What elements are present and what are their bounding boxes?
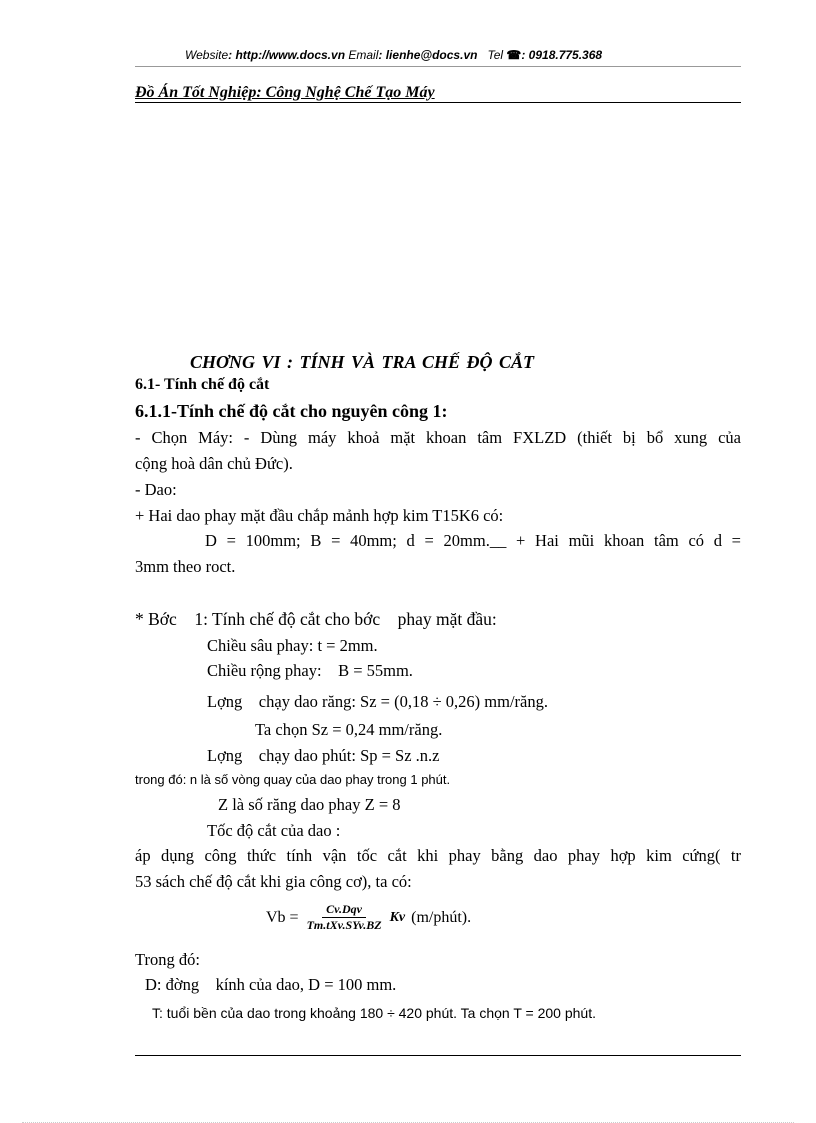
paragraph-line: T: tuổi bền của dao trong khoảng 180 ÷ 420 phút. Ta chọn T = 200 phút. bbox=[152, 1005, 596, 1021]
paragraph-line: Chiều rộng phay: B = 55mm. bbox=[207, 661, 413, 680]
paragraph-line: D = 100mm; B = 40mm; d = 20mm.__ + Hai mũi khoan tâm có d = bbox=[205, 531, 741, 550]
paragraph-line: Z là số răng dao phay Z = 8 bbox=[218, 795, 401, 814]
email-label: Email bbox=[348, 48, 379, 62]
paragraph-line: + Hai dao phay mặt đầu chắp mảnh hợp kim T15K6 có: bbox=[135, 506, 504, 525]
paragraph-line: cộng hoà dân chủ Đức). bbox=[135, 454, 293, 473]
paragraph-line: trong đó: n là số vòng quay của dao phay trong 1 phút. bbox=[135, 772, 451, 787]
paragraph-line: - Chọn Máy: - Dùng máy khoả mặt khoan tâm FXLZD (thiết bị bổ xung của bbox=[135, 428, 741, 447]
paragraph-line: Chiều sâu phay: t = 2mm. bbox=[207, 636, 378, 655]
phone-icon: ☎ bbox=[506, 48, 522, 62]
formula-unit: (m/phút). bbox=[411, 908, 472, 926]
document-title-text: Đồ Án Tốt Nghiệp: Công Nghệ Chế Tạo Máy bbox=[135, 84, 435, 101]
section-heading: 6.1- Tính chế độ cắt bbox=[135, 376, 270, 393]
tel-label: Tel bbox=[487, 48, 504, 62]
footer-rule bbox=[135, 1055, 741, 1056]
document-title bbox=[135, 84, 741, 103]
paragraph-line: Lợng chạy dao răng: Sz = (0,18 ÷ 0,26) mm/răng. bbox=[207, 692, 548, 711]
paragraph-line: Tốc độ cắt của dao : bbox=[207, 821, 341, 840]
paragraph-line: áp dụng công thức tính vận tốc cắt khi phay bằng dao phay hợp kim cứng( tr bbox=[135, 846, 741, 865]
formula-numerator: Cv.Dqv bbox=[322, 902, 366, 918]
tel-number: : 0918.775.368 bbox=[521, 48, 603, 62]
paragraph-line: D: đờng kính của dao, D = 100 mm. bbox=[145, 975, 397, 994]
formula-fraction bbox=[303, 902, 386, 933]
paragraph-line: Ta chọn Sz = 0,24 mm/răng. bbox=[255, 720, 443, 739]
website-url[interactable]: : http://www.docs.vn bbox=[228, 48, 346, 62]
website-header bbox=[185, 48, 602, 62]
paragraph-line: Trong đó: bbox=[135, 950, 200, 969]
formula-denominator: Tm.tXv.SYv.BZ bbox=[306, 918, 382, 932]
paragraph-line: - Dao: bbox=[135, 480, 177, 499]
paragraph-line: Lợng chạy dao phút: Sp = Sz .n.z bbox=[207, 746, 440, 765]
paragraph-line: 53 sách chế độ cắt khi gia công cơ), ta có: bbox=[135, 872, 412, 891]
cutting-speed-formula bbox=[266, 902, 471, 933]
formula-lhs: Vb = bbox=[266, 908, 299, 926]
website-label: Website bbox=[185, 48, 229, 62]
chapter-heading: CHƠNG VI : TÍNH VÀ TRA CHẾ ĐỘ CẮT bbox=[190, 352, 535, 372]
email-address[interactable]: : lienhe@docs.vn bbox=[378, 48, 478, 62]
step-heading: * Bớc 1: Tính chế độ cắt cho bớc phay mặt đầu: bbox=[135, 609, 497, 629]
paragraph-line: 3mm theo roct. bbox=[135, 557, 236, 576]
formula-coefficient: Kv bbox=[389, 909, 406, 925]
header-rule bbox=[135, 66, 741, 67]
subsection-heading: 6.1.1-Tính chế độ cắt cho nguyên công 1: bbox=[135, 401, 448, 421]
